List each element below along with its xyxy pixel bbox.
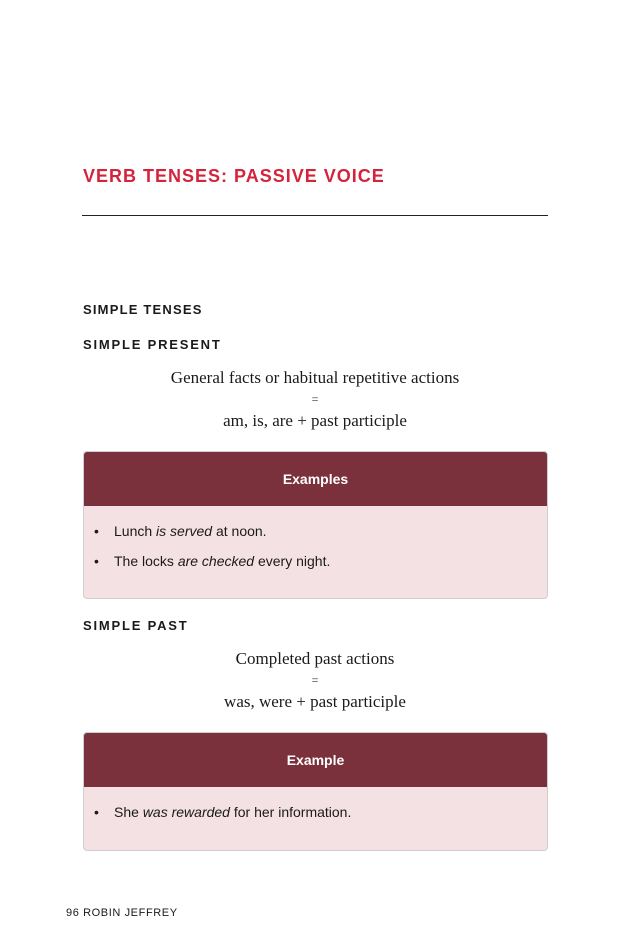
example-list [84, 787, 547, 821]
example-text: She [114, 804, 143, 820]
page-footer: 96 ROBIN JEFFREY [66, 907, 178, 919]
simple-past-description: Completed past actions [235, 649, 395, 668]
simple-past-rule: was, were + past participle [224, 692, 406, 711]
example-text: Lunch [114, 523, 157, 539]
simple-present-examples-box [83, 451, 548, 599]
examples-list [84, 506, 547, 570]
simple-present-heading: SIMPLE PRESENT [83, 337, 222, 352]
example-text: at noon. [212, 523, 267, 539]
example-emphasis: are checked [177, 553, 255, 569]
simple-present-description: General facts or habitual repetitive actions [170, 368, 460, 387]
chapter-title: VERB TENSES: PASSIVE VOICE [83, 166, 385, 186]
bullet-icon: • [94, 523, 99, 539]
example-text: The locks [114, 553, 178, 569]
simple-past-formula [82, 649, 548, 713]
section-heading: SIMPLE TENSES [83, 302, 203, 317]
simple-present-formula [82, 368, 548, 432]
example-emphasis: is served [156, 523, 213, 539]
examples-box-title: Examples [84, 452, 547, 506]
bullet-icon: • [94, 553, 99, 569]
list-item [94, 522, 547, 540]
example-text: for her information. [229, 804, 352, 820]
simple-present-rule: am, is, are + past participle [223, 411, 407, 430]
title-divider [82, 215, 548, 216]
bullet-icon: • [94, 804, 99, 820]
list-item [94, 552, 547, 570]
example-emphasis: was rewarded [142, 804, 230, 820]
simple-past-heading: SIMPLE PAST [83, 618, 189, 633]
equals-sign: = [311, 392, 319, 406]
simple-past-example-box [83, 732, 548, 851]
equals-sign: = [311, 673, 319, 687]
list-item [94, 803, 547, 821]
example-box-title: Example [84, 733, 547, 787]
example-text: every night. [254, 553, 331, 569]
